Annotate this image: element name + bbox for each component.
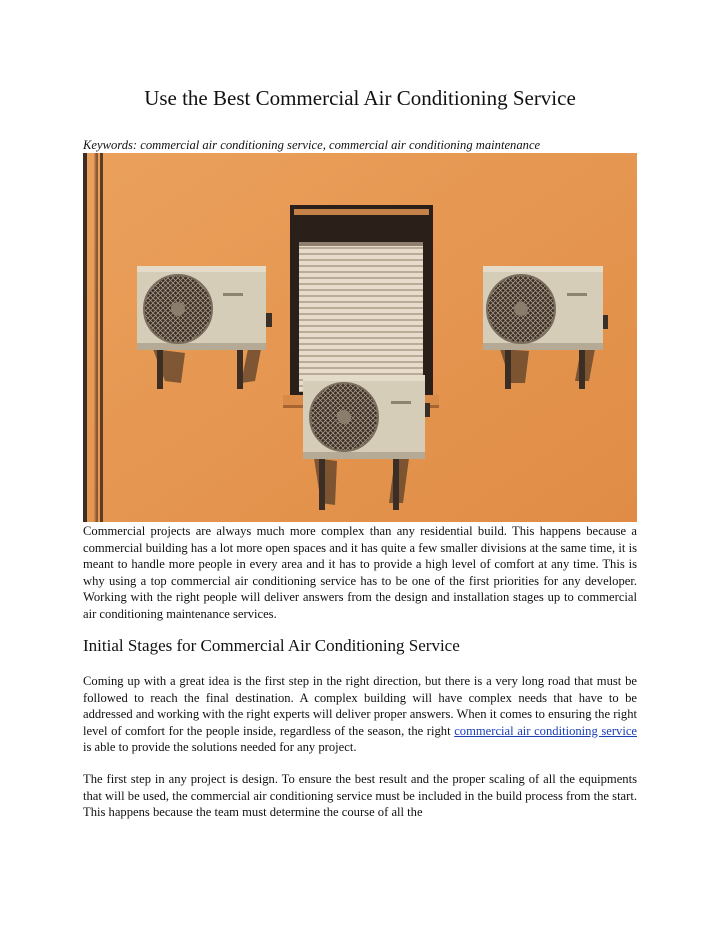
paragraph-intro: Commercial projects are always much more complex than any residential build. This happens because a commercial building has a lot more open spaces and it has quite a few smaller divisions at the same time, it is meant to handle more people in every area and it has to provide a high level of comfort at any time. This is why using a top commercial air conditioning service has to be one of the first priorities for any developer. Working with the right people will deliver answers from the design and installation stages up to commercial air conditioning maintenance services. (83, 524, 637, 621)
paragraph-text-before-link: Coming up with a great idea is the first step in the right direction, but there is a very long road that must be followed to reach the final destination. A complex building will have complex needs that have to be addressed and working with the right experts will deliver proper answers. When it comes to ensuring the right level of comfort for the people inside, regardless of the season, the right (83, 674, 637, 738)
section-heading: Initial Stages for Commercial Air Conditioning Service (83, 636, 460, 655)
paragraph-design: The first step in any project is design. To ensure the best result and the proper scaling of all the equipments that will be used, the commercial air conditioning service must be included in the build process from the start. This happens because the team must determine the course of all the (83, 772, 637, 819)
keywords-line: Keywords: commercial air conditioning service, commercial air conditioning maintenance (83, 138, 541, 152)
paragraph-text-after-link: is able to provide the solutions needed for any project. (83, 740, 357, 754)
air-conditioner-photo (83, 153, 637, 522)
paragraph-initial-stages (83, 673, 637, 756)
document-title: Use the Best Commercial Air Conditioning Service (144, 86, 576, 110)
commercial-ac-service-link[interactable]: commercial air conditioning service (454, 723, 637, 738)
